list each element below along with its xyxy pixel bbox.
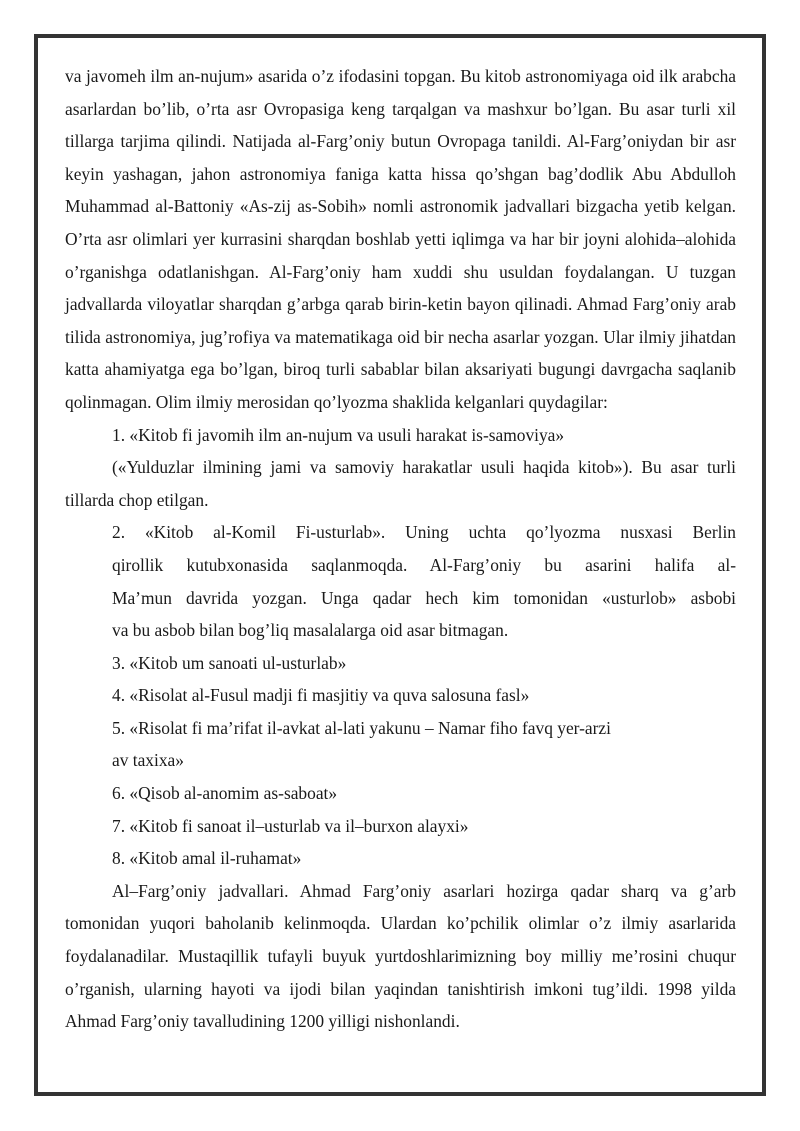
list-item-1: 1. «Kitob fi javomih ilm an-nujum va usuli harakat is-samoviya» [112, 424, 565, 445]
list-item-2-line: va bu asbob bilan bog’liq masalalarga oid asar bitmagan. [112, 620, 509, 641]
list-item-7: 7. «Kitob fi sanoat il–usturlab va il–burxon alayxi» [112, 815, 469, 836]
list-item-5-line: av taxixa» [112, 750, 184, 771]
list-item-6: 6. «Qisob al-anomim as-saboat» [112, 783, 338, 804]
paragraph-intro: va javomeh ilm an-nujum» asarida o’z ifodasini topgan. Bu kitob astronomiyaga oid ilk arabcha asarlardan bo’lib, o’rta asr Ovropasiga keng tarqalgan va mashxur bo’lgan. Bu asar turli xil tillarga tarjima qilindi. Natijada al-Farg’oniy butun Ovropaga tanildi. Al-Farg’oniydan bir asr keyin yashagan, jahon astronomiya faniga katta hissa qo’shgan bag’dodlik Abu Abdulloh Muhammad al-Battoniy «As-zij as-Sobih» nomli astronomik jadvallari bizgacha yetib kelgan. O’rta asr olimlari yer kurrasini sharqdan boshlab yetti iqlimga va har bir joyni alohida–alohida o’rganishga odatlanishgan. Al-Farg’oniy ham xuddi shu usuldan foydalangan. U tuzgan jadvallarda viloyatlar sharqdan g’arbga qarab birin-ketin bayon qilinadi. Ahmad Farg’oniy arab tilida astronomiya, jug’rofiya va matematikaga oid bir necha asarlar yozgan. Ular ilmiy jihatdan katta ahamiyatga ega bo’lgan, biroq turli sabablar bilan aksariyati bugungi davrgacha saqlanib qolinmagan. Olim ilmiy merosidan qo’lyozma shaklida kelganlari quydagilar: [65, 66, 736, 412]
list-item-1-description: («Yulduzlar ilmining jami va samoviy harakatlar usuli haqida kitob»). Bu asar turli tillarda chop etilgan. [65, 457, 736, 510]
document-body [65, 60, 736, 1038]
list-item-2 [65, 516, 736, 646]
list-item-8: 8. «Kitob amal il-ruhamat» [112, 848, 302, 869]
list-item-5 [65, 712, 736, 777]
paragraph-final: Al–Farg’oniy jadvallari. Ahmad Farg’oniy asarlari hozirga qadar sharq va g’arb tomonidan yuqori baholanib kelinmoqda. Ulardan ko’pchilik olimlar o’z ilmiy asarlarida foydalanadilar. Mustaqillik tufayli buyuk yurtdoshlarimizning boy milliy me’rosini chuqur o’rganish, ularning hayoti va ijodi bilan yaqindan tanishtirish imkoni tug’ildi. 1998 yilda Ahmad Farg’oniy tavalludining 1200 yilligi nishonlandi. [65, 880, 736, 1032]
list-item-4: 4. «Risolat al-Fusul madji fi masjitiy va quva salosuna fasl» [112, 685, 530, 706]
list-item-5-line: 5. «Risolat fi ma’rifat il-avkat al-lati yakunu – Namar fiho favq yer-arzi [112, 717, 611, 738]
list-item-2-line: qirollik kutubxonasida saqlanmoqda. Al-Farg’oniy bu asarini halifa al- [112, 554, 736, 575]
list-item-2-line: Ma’mun davrida yozgan. Unga qadar hech kim tomonidan «usturlob» asbobi [112, 587, 736, 608]
list-item-2-line: 2. «Kitob al-Komil Fi-usturlab». Uning uchta qo’lyozma nusxasi Berlin [112, 522, 736, 543]
list-item-3: 3. «Kitob um sanoati ul-usturlab» [112, 652, 347, 673]
